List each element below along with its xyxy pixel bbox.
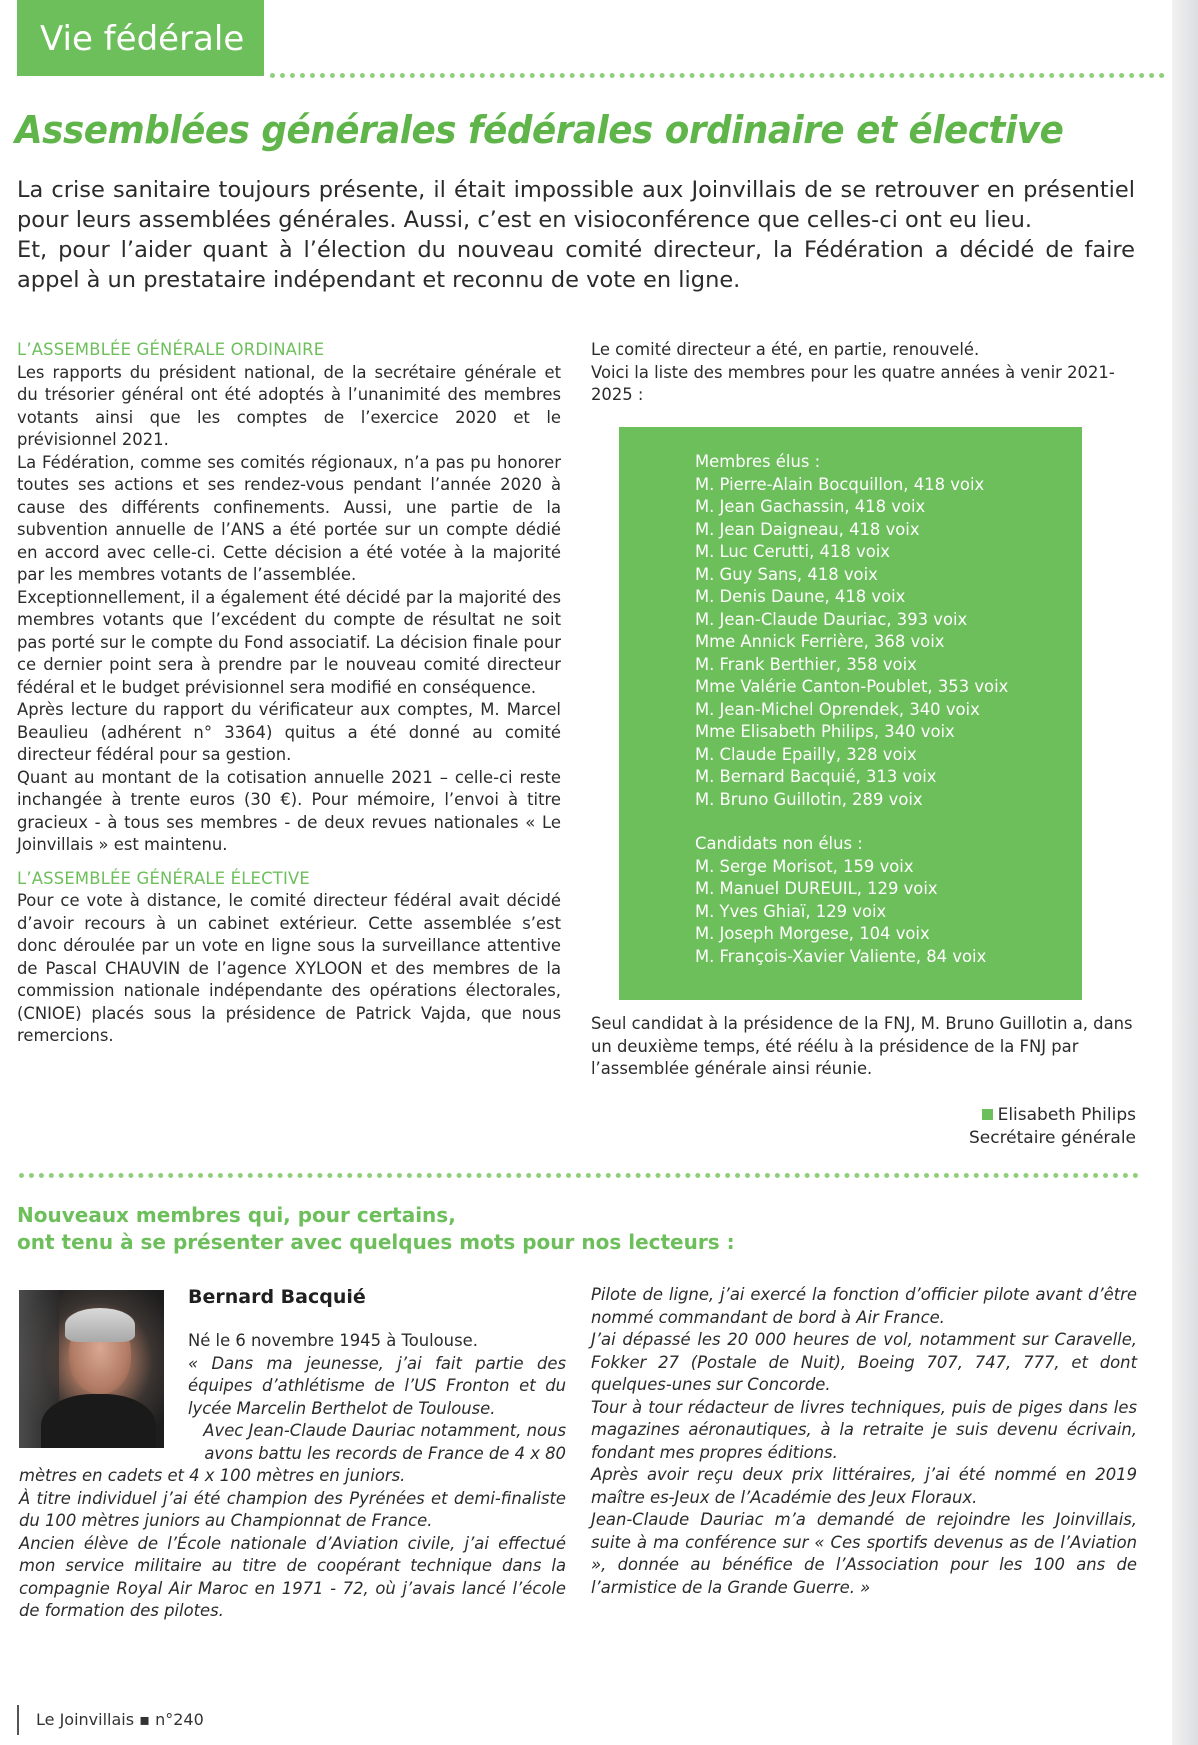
lead-paragraph: Et, pour l’aider quant à l’élection du nouveau comité directeur, la Fédération a décidé de faire appel à un prestataire indépendant et reconnu de vote en ligne. [17, 237, 1135, 293]
bio-paragraph: « Dans ma jeunesse, j’ai fait partie des équipes d’athlétisme de l’US Fronton et du lycée Marcelin Berthelot de Toulouse. [188, 1353, 566, 1418]
page-footer: Le Joinvillais ▪ n°240 [17, 1705, 204, 1735]
not-elected-candidate: M. François-Xavier Valiente, 84 voix [695, 946, 987, 966]
elected-member: Mme Valérie Canton-Poublet, 353 voix [695, 677, 1009, 696]
elected-heading: Membres élus : [695, 452, 821, 471]
elective-paragraph: Pour ce vote à distance, le comité directeur fédéral avait décidé d’avoir recours à un cabinet extérieur. Cette assemblée s’est donc déroulée par un vote en ligne sous la surveillance attentive de Pascal CHAUVIN de l’agence XYLOON et des membres de la commission nationale indépendante des opérations électorales, (CNIOE) placés sous la présidence de Patrick Vajda, que nous remercions. [17, 891, 561, 1045]
committee-intro: Le comité directeur a été, en partie, renouvelé. [591, 340, 980, 359]
elected-member: M. Claude Epailly, 328 voix [695, 744, 917, 764]
elected-member: M. Jean Daigneau, 418 voix [695, 519, 920, 539]
elected-member: M. Jean-Michel Oprendek, 340 voix [695, 699, 980, 719]
green-square-icon [982, 1109, 993, 1120]
elected-member: M. Frank Berthier, 358 voix [695, 654, 917, 674]
elected-list [695, 474, 1082, 812]
not-elected-candidate: M. Serge Morisot, 159 voix [695, 856, 914, 876]
not-elected-list [695, 856, 1082, 969]
article-lead [17, 175, 1135, 295]
elected-member: M. Bernard Bacquié, 313 voix [695, 767, 937, 786]
elected-member: M. Luc Cerutti, 418 voix [695, 542, 890, 561]
new-members-heading-line: Nouveaux membres qui, pour certains, [17, 1203, 456, 1227]
page-binding-edge [1172, 0, 1198, 1745]
bio-paragraph: J’ai dépassé les 20 000 heures de vol, notamment sur Caravelle, Fokker 27 (Postale de Nuit), Boeing 707, 747, 777, et dont quelques-unes sur Concorde. [591, 1330, 1137, 1394]
elected-member: Mme Elisabeth Philips, 340 voix [695, 722, 955, 741]
election-results-box [619, 427, 1082, 1000]
elected-member: Mme Annick Ferrière, 368 voix [695, 632, 945, 651]
left-column [17, 339, 561, 1048]
member-name: Bernard Bacquié [188, 1286, 366, 1308]
new-members-heading-line: ont tenu à se présenter avec quelques mots pour nos lecteurs : [17, 1230, 735, 1254]
signature [796, 1104, 1136, 1150]
member-portrait-photo [19, 1290, 164, 1448]
ordinary-paragraph: Quant au montant de la cotisation annuelle 2021 – celle-ci reste inchangée à trente euros (30 €). Pour mémoire, l’envoi à titre gracieux - à tous ses membres - de deux revues nationales « Le Joinvillais » est maintenu. [17, 767, 561, 854]
bio-paragraph: Après avoir reçu deux prix littéraires, j’ai été nommé en 2019 maître es-Jeux de l’Académie des Jeux Floraux. [591, 1465, 1137, 1507]
dotted-divider-middle [19, 1173, 1139, 1178]
dotted-divider-top [270, 73, 1165, 78]
ordinary-paragraph: Exceptionnellement, il a également été décidé par la majorité des membres votants que l’excédent du compte de résultat ne soit pas porté sur le compte du Fond associatif. La décision finale pour ce dernier point sera à prendre par le nouveau comité directeur fédéral et le budget prévisionnel sera modifié en conséquence. [17, 587, 561, 697]
member-bio-right [591, 1284, 1137, 1599]
bio-paragraph: Tour à tour rédacteur de livres techniques, puis de piges dans les magazines aéronautiques, à la retraite je suis devenu écrivain, fondant mes propres éditions. [591, 1397, 1137, 1462]
ordinary-assembly-heading: L’ASSEMBLÉE GÉNÉRALE ORDINAIRE [17, 340, 325, 359]
elected-member: M. Denis Daune, 418 voix [695, 587, 906, 606]
bio-paragraph: Pilote de ligne, j’ai exercé la fonction d’officier pilote avant d’être nommé commandant de bord à Air France. [591, 1285, 1137, 1327]
ordinary-paragraph: La Fédération, comme ses comités régionaux, n’a pas pu honorer toutes ses actions et ses rendez-vous pendant l’année 2020 à cause des différents confinements. Aussi, une partie de la subvention annuelle de l’ANS a été portée sur un compte dédié en accord avec celle-ci. Cette décision a été votée à la majorité par les membres votants de l’assemblée. [17, 452, 561, 584]
bio-paragraph: À titre individuel j’ai été champion des Pyrénées et demi-finaliste du 100 mètres juniors au Championnat de France. [19, 1488, 566, 1530]
elected-member: M. Jean-Claude Dauriac, 393 voix [695, 609, 968, 629]
elected-member: M. Pierre-Alain Bocquillon, 418 voix [695, 474, 985, 494]
elected-member: M. Jean Gachassin, 418 voix [695, 497, 926, 516]
signature-role: Secrétaire générale [968, 1128, 1136, 1148]
not-elected-candidate: M. Yves Ghiaï, 129 voix [695, 901, 887, 921]
bio-paragraph: mètres en cadets et 4 x 100 mètres en juniors. [19, 1466, 406, 1485]
right-column [591, 339, 1137, 407]
article-title: Assemblées générales fédérales ordinaire et élective [15, 108, 1064, 152]
ordinary-paragraph: Après lecture du rapport du vérificateur aux comptes, M. Marcel Beaulieu (adhérent n° 3364) quitus a été donné au comité directeur fédéral pour sa gestion. [17, 700, 561, 764]
signature-name: Elisabeth Philips [997, 1105, 1136, 1125]
elected-member: M. Guy Sans, 418 voix [695, 564, 878, 584]
elected-member: M. Bruno Guillotin, 289 voix [695, 789, 923, 809]
bio-paragraph: Jean-Claude Dauriac m’a demandé de rejoindre les Joinvillais, suite à ma conférence sur « Ces sportifs devenus as de l’Aviation », donnée au bénéfice de l’Association pour les 100 ans de l’armistice de la Grande Guerre. » [591, 1510, 1137, 1597]
member-bio-bottom [19, 1465, 566, 1623]
new-members-heading [17, 1202, 917, 1256]
presidency-paragraph: Seul candidat à la présidence de la FNJ, M. Bruno Guillotin a, dans un deuxième temps, été réélu à la présidence de la FNJ par l’assemblée générale ainsi réunie. [591, 1014, 1133, 1078]
lead-paragraph: La crise sanitaire toujours présente, il était impossible aux Joinvillais de se retrouver en présentiel pour leurs assemblées générales. Aussi, c’est en visioconférence que celles-ci ont eu lieu. [17, 177, 1135, 233]
elective-assembly-heading: L’ASSEMBLÉE GÉNÉRALE ÉLECTIVE [17, 868, 310, 888]
member-birth: Né le 6 novembre 1945 à Toulouse. [188, 1331, 478, 1350]
section-rubric: Vie fédérale [17, 0, 264, 76]
bio-paragraph: Ancien élève de l’École nationale d’Aviation civile, j’ai effectué mon service militaire au titre de coopérant technique dans la compagnie Royal Air Maroc en 1971 - 72, où j’avais lancé l’école de formation des pilotes. [19, 1533, 566, 1620]
not-elected-heading: Candidats non élus : [695, 834, 863, 853]
not-elected-candidate: M. Manuel DUREUIL, 129 voix [695, 879, 938, 898]
not-elected-candidate: M. Joseph Morgese, 104 voix [695, 924, 930, 943]
member-bio-top [188, 1330, 566, 1465]
bio-paragraph: Avec Jean-Claude Dauriac notamment, nous avons battu les records de France de 4 x 80 [203, 1421, 566, 1463]
ordinary-paragraph: Les rapports du président national, de la secrétaire générale et du trésorier général ont été adoptés à l’unanimité des membres votants ainsi que les comptes de l’exercice 2020 et le prévisionnel 2021. [17, 362, 561, 449]
committee-intro: Voici la liste des membres pour les quatre années à venir 2021-2025 : [591, 362, 1115, 404]
